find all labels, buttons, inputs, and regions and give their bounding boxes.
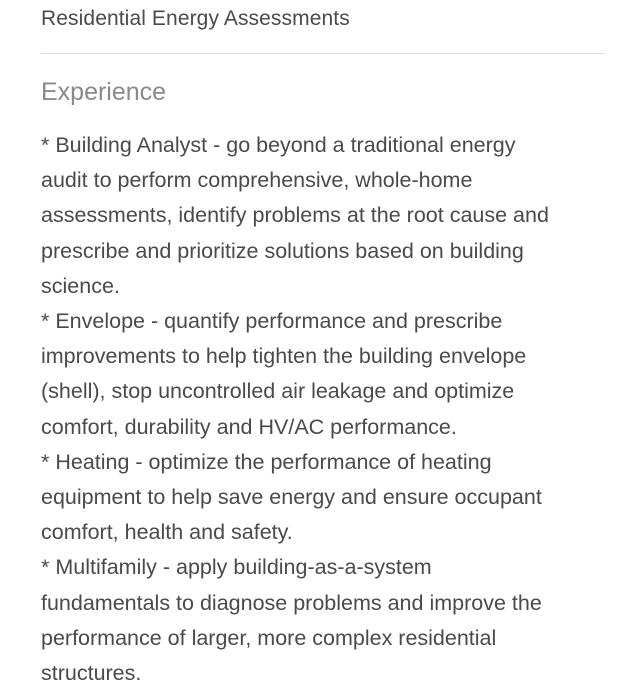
text-line: comfort, durability and HV/AC performance. <box>41 414 457 439</box>
text-line: assessments, identify problems at the root cause and <box>41 203 549 228</box>
header-divider <box>41 53 605 54</box>
text-line: fundamentals to diagnose problems and improve the <box>41 590 542 615</box>
text-line: prescribe and prioritize solutions based on building <box>41 238 524 263</box>
text-line: (shell), stop uncontrolled air leakage and optimize <box>41 379 515 404</box>
text-line: structures. <box>41 661 142 686</box>
text-line: improvements to help tighten the building envelope <box>41 344 527 369</box>
text-line: * Heating - optimize the performance of heating <box>41 449 492 474</box>
text-line: audit to perform comprehensive, whole-home <box>41 168 473 193</box>
text-line: * Multifamily - apply building-as-a-system <box>41 555 432 580</box>
section-heading: Experience <box>41 78 167 106</box>
header-title: Residential Energy Assessments <box>41 7 350 30</box>
text-line: * Envelope - quantify performance and prescribe <box>41 309 503 334</box>
experience-body <box>41 128 607 691</box>
text-line: equipment to help save energy and ensure occupant <box>41 485 542 510</box>
text-line: performance of larger, more complex residential <box>41 625 497 650</box>
text-line: science. <box>41 273 120 298</box>
text-line: * Building Analyst - go beyond a traditional energy <box>41 133 516 157</box>
text-line: comfort, health and safety. <box>41 520 293 545</box>
